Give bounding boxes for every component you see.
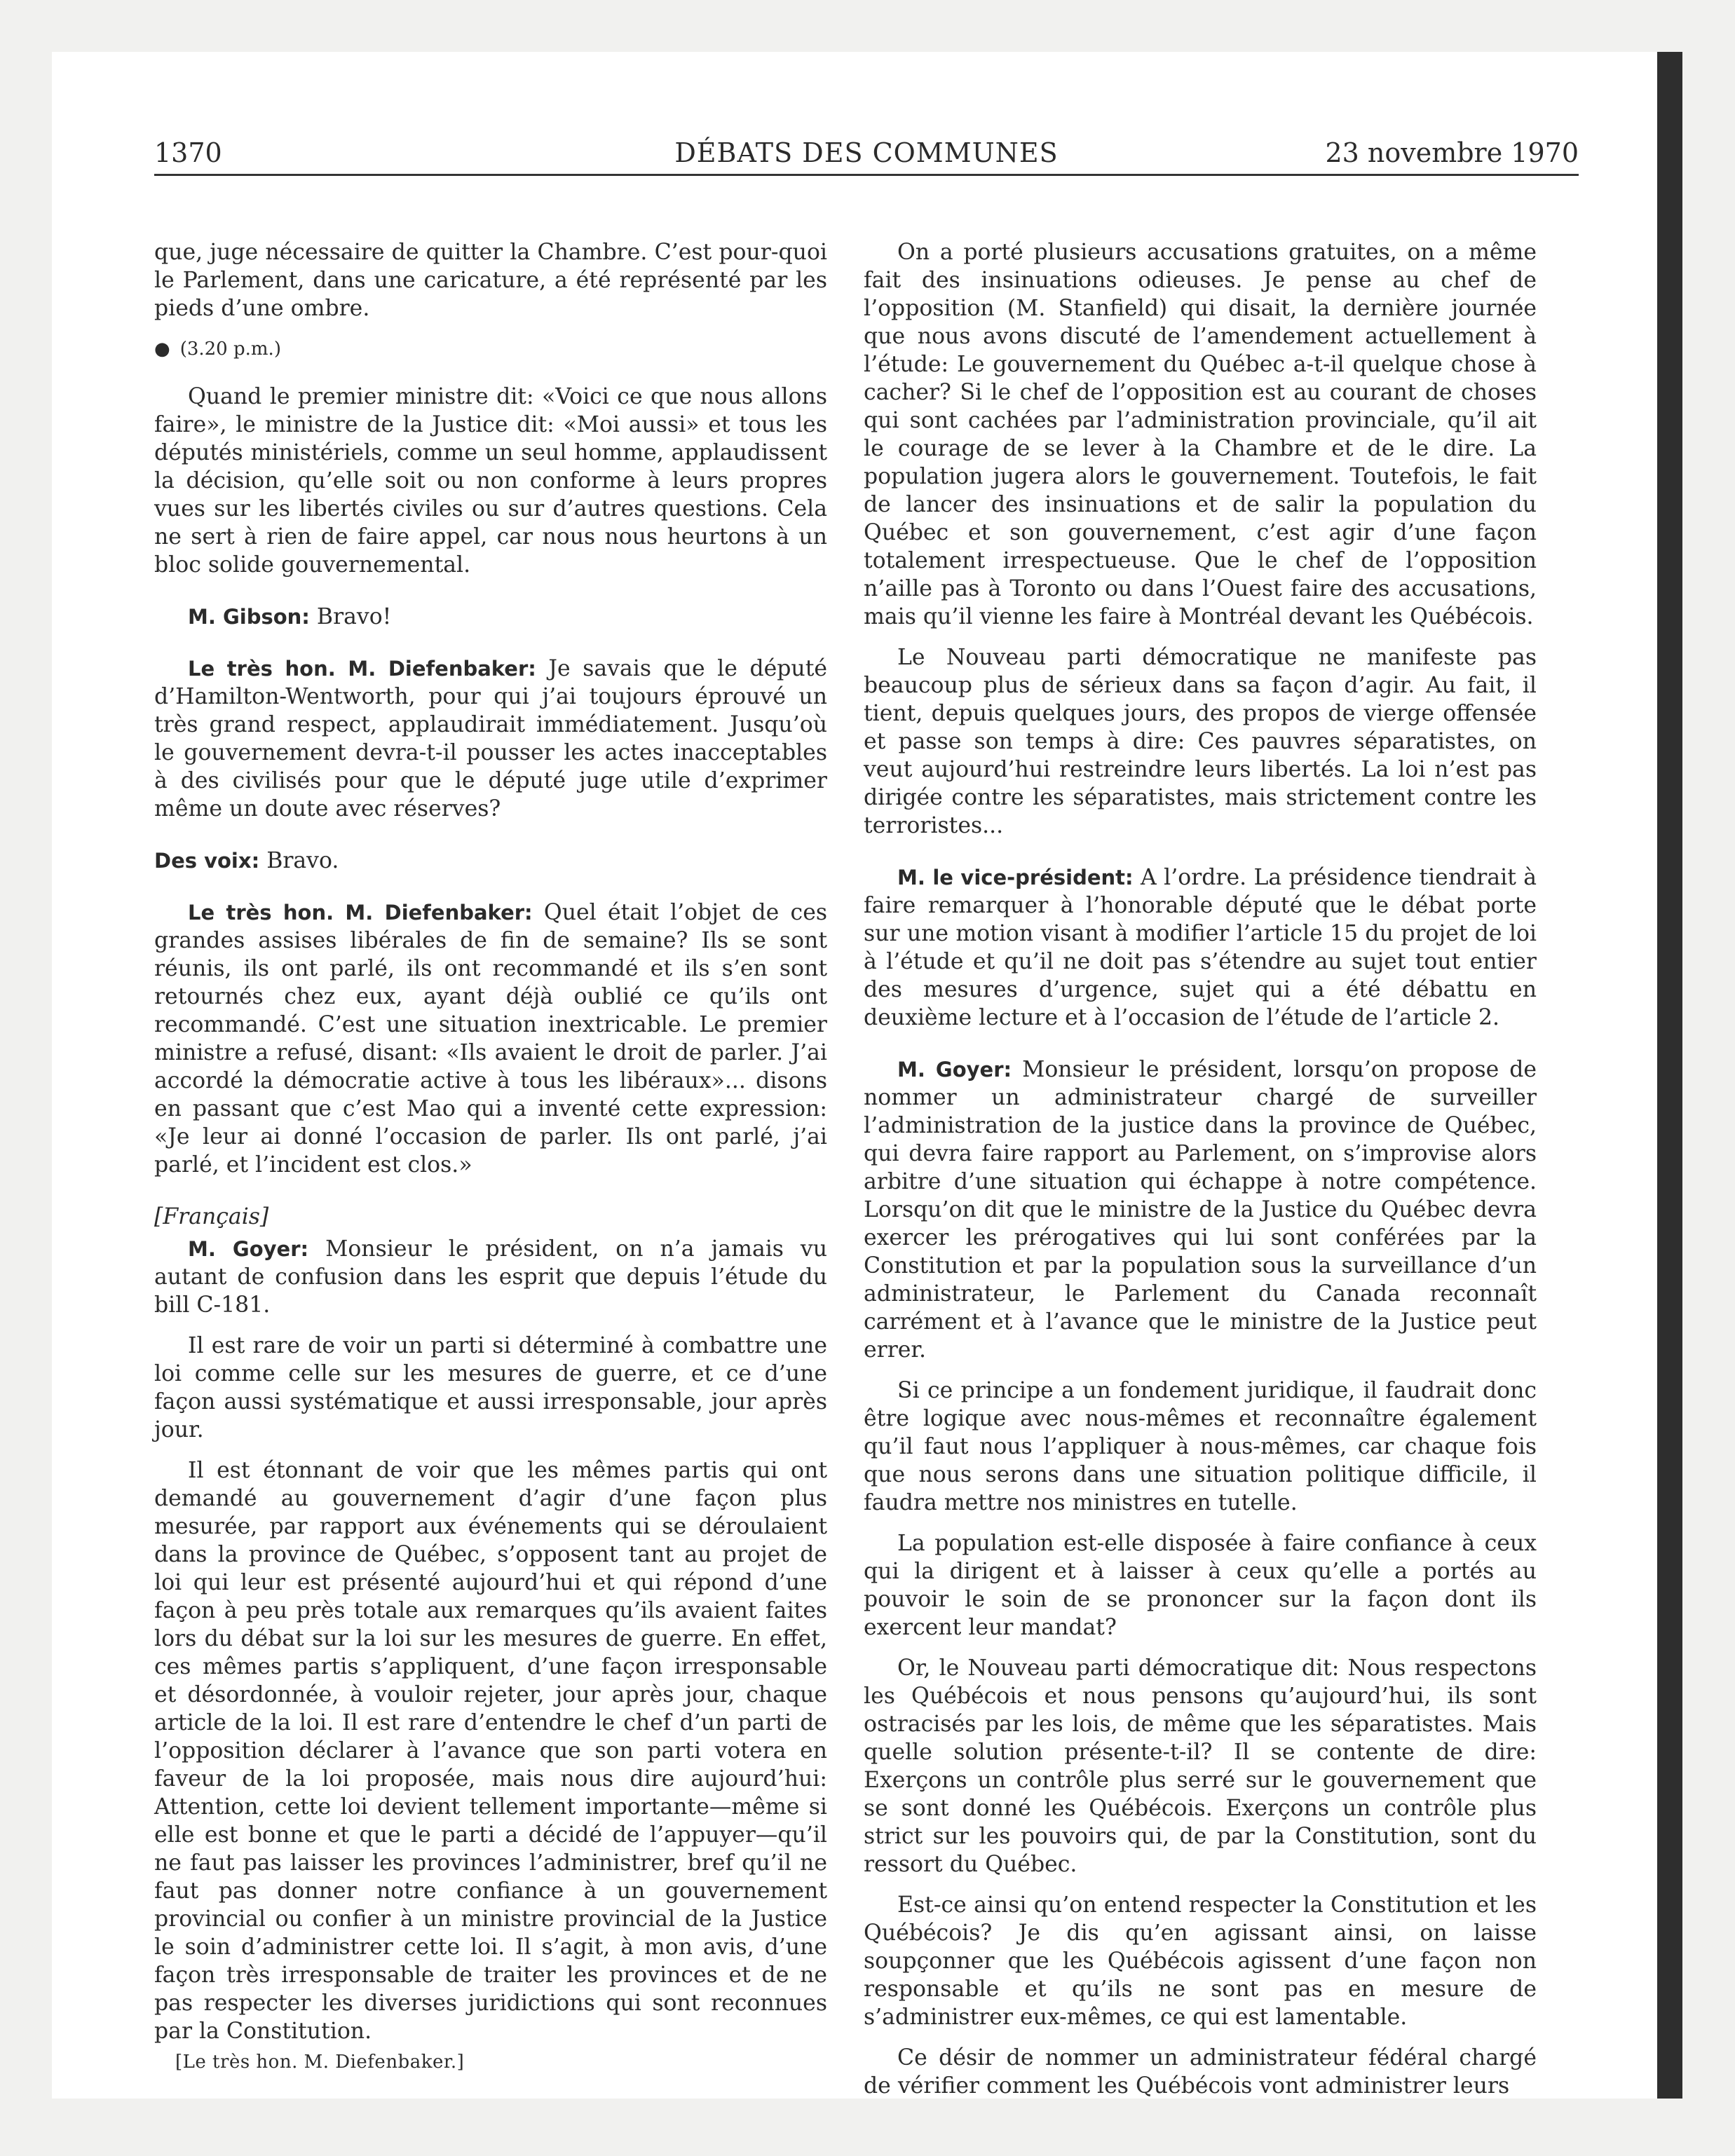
paragraph: Quand le premier ministre dit: «Voici ce que nous allons faire», le ministre de la Justice dit: «Moi aussi» et tous les députés ministériels, comme un seul homme, applaudissent la décision, qu’elle soit ou non conforme à leurs propres vues sur les libertés civiles ou sur d’autres questions. Cela ne sert à rien de faire appel, car nous nous heurtons à un bloc solide gouvernemental. <box>154 384 827 578</box>
speaker-name: Des voix: <box>154 849 260 873</box>
speech-text: Bravo. <box>266 848 339 873</box>
speaker-name: M. Goyer: <box>897 1058 1012 1082</box>
right-column <box>864 238 1537 2100</box>
speech-text: A l’ordre. La présidence tiendrait à faire remarquer à l’honorable député que le débat porte sur une motion visant à modifier l’article 15 du projet de loi à l’étude et qu’il ne doit pas s’étendre au sujet tout entier des mesures d’urgence, sujet qui a été débattu en deuxième lecture et à l’occasion de l’étude de l’article 2. <box>864 865 1537 1030</box>
intervention-gibson <box>154 603 827 631</box>
intervention-diefenbaker <box>154 899 827 1179</box>
intervention-goyer <box>154 1235 827 1319</box>
speech-text: Monsieur le président, on n’a jamais vu autant de confusion dans les esprit que depuis l’étude du bill C-181. <box>154 1236 828 1318</box>
intervention-goyer <box>864 1056 1537 1364</box>
page-header <box>154 137 1579 176</box>
paragraph: Si ce principe a un fondement juridique, il faudrait donc être logique avec nous-mêmes et reconnaître également qu’il faut nous l’appliquer à nous-mêmes, car chaque fois que nous serons dans une situation politique difficile, il faudra mettre nos ministres en tutelle. <box>864 1378 1537 1515</box>
header-date: 23 novembre 1970 <box>1325 137 1579 168</box>
speech-text: Monsieur le président, lorsqu’on propose de nommer un administrateur chargé de surveiller l’administration de la justice dans la province de Québec, qui devra faire rapport au Parlement, on s’improvise alors arbitre d’une situation qui échappe à notre compétence. Lorsqu’on dit que le ministre de la Justice du Québec devra exercer les prérogatives qui lui sont conférées par la Constitution et par la population sous la surveillance d’un administrateur, le Parlement du Canada reconnaît carrément et à l’avance que le ministre de la Justice peut errer. <box>864 1057 1537 1363</box>
time-marker <box>154 335 827 363</box>
speech-text: Je savais que le député d’Hamilton-Wentworth, pour qui j’ai toujours éprouvé un très grand respect, applaudirait immédiatement. Jusqu’où le gouvernement devra-t-il pousser les actes inacceptables à des civilisés pour que le député juge utile d’exprimer même un doute avec réserves? <box>154 656 827 821</box>
paragraph: Est-ce ainsi qu’on entend respecter la Constitution et les Québécois? Je dis qu’en agissant ainsi, on laisse soupçonner que les Québécois agissent d’une façon non responsable et qu’ils ne sont pas en mesure de s’administrer eux-mêmes, ce qui est lamentable. <box>864 1892 1537 2030</box>
paragraph: Le Nouveau parti démocratique ne manifeste pas beaucoup plus de sérieux dans sa façon d’agir. Au fait, il tient, depuis quelques jours, des propos de vierge offensée et passe son temps à dire: Ces pauvres séparatistes, on veut aujourd’hui restreindre leurs libertés. La loi n’est pas dirigée contre les séparatistes, mais strictement contre les terroristes... <box>864 645 1537 838</box>
paragraph: Ce désir de nommer un administrateur fédéral chargé de vérifier comment les Québécois vont administrer leurs <box>864 2045 1537 2099</box>
intervention-vice-president <box>864 864 1537 1032</box>
paragraph: Il est étonnant de voir que les mêmes partis qui ont demandé au gouvernement d’agir d’une façon plus mesurée, par rapport aux événements qui se déroulaient dans la province de Québec, s’opposent tant au projet de loi qui leur est présenté aujourd’hui et qui répond d’une façon à peu près totale aux remarques qu’ils avaient faites lors du débat sur la loi sur les mesures de guerre. En effet, ces mêmes partis s’appliquent, d’une façon irresponsable et désordonnée, à vouloir rejeter, jour après jour, chaque article de la loi. Il est rare d’entendre le chef d’un parti de l’opposition déclarer à l’avance que son parti votera en faveur de la loi proposée, mais nous dire aujourd’hui: Attention, cette loi devient tellement importante—même si elle est bonne et que le parti a décidé de l’appuyer—qu’il ne faut pas laisser les provinces l’administrer, bref qu’il ne faut pas donner notre confiance à un gouvernement provincial ou confier à un ministre provincial de la Justice le soin d’administrer cette loi. Il s’agit, à mon avis, d’une façon très irresponsable de traiter les provinces et de ne pas respecter les diverses juridictions qui sont reconnues par la Constitution. <box>154 1458 827 2044</box>
speaker-name: M. Goyer: <box>188 1237 309 1261</box>
intervention-diefenbaker <box>154 655 827 823</box>
paragraph: que, juge nécessaire de quitter la Chambre. C’est pour-quoi le Parlement, dans une caricature, a été représenté par les pieds d’une ombre. <box>154 240 827 321</box>
running-footer: [Le très hon. M. Diefenbaker.] <box>175 2052 465 2073</box>
paragraph: On a porté plusieurs accusations gratuites, on a même fait des insinuations odieuses. Je pense au chef de l’opposition (M. Stanfield) qui disait, la dernière journée que nous avons discuté de l’amendement actuellement à l’étude: Le gouvernement du Québec a-t-il quelque chose à cacher? Si le chef de l’opposition est au courant de choses qui sont cachées par l’administration provinciale, qu’il ait le courage de se lever à la Chambre et de le dire. La population jugera alors le gouvernement. Toutefois, le fait de lancer des insinuations et de salir la population du Québec et son gouvernement, c’est agir d’une façon totalement irrespectueuse. Que le chef de l’opposition n’aille pas à Toronto ou dans l’Ouest faire des accusations, mais qu’il vienne les faire à Montréal devant les Québécois. <box>864 240 1537 629</box>
page-number: 1370 <box>154 137 222 168</box>
speaker-name: M. Gibson: <box>188 605 310 629</box>
paragraph: La population est-elle disposée à faire confiance à ceux qui la dirigent et à laisser à ceux qu’elle a portés au pouvoir le soin de se prononcer sur la façon dont ils exercent leur mandat? <box>864 1531 1537 1640</box>
intervention-voices <box>154 847 827 875</box>
speaker-name: M. le vice-président: <box>897 866 1134 889</box>
paragraph: Il est rare de voir un parti si déterminé à combattre une loi comme celle sur les mesures de guerre, et ce d’une façon aussi systématique et aussi irresponsable, jour après jour. <box>154 1333 827 1442</box>
bullet-icon: ● <box>154 339 170 360</box>
paragraph: Or, le Nouveau parti démocratique dit: Nous respectons les Québécois et nous pensons qu’aujourd’hui, ils sont ostracisés par les lois, de même que les séparatistes. Mais quelle solution présente-t-il? Il se contente de dire: Exerçons un contrôle plus serré sur le gouvernement que se sont donné les Québécois. Exerçons un contrôle plus strict sur les pouvoirs qui, de par la Constitution, sont du ressort du Québec. <box>864 1656 1537 1877</box>
scan-edge-shadow <box>1657 52 1682 2099</box>
left-column <box>154 238 827 2076</box>
language-rubric: [Français] <box>154 1204 269 1229</box>
speech-text: Bravo! <box>316 604 392 629</box>
time-text: (3.20 p.m.) <box>179 339 281 360</box>
speech-text: Quel était l’objet de ces grandes assises libérales de fin de semaine? Ils se sont réunis, ils ont parlé, ils ont recommandé et ils s’en sont retournés chez eux, ayant déjà oublié ce qu’ils ont recommandé. C’est une situation inextricable. Le premier ministre a refusé, disant: «Ils avaient le droit de parler. J’ai accordé la démocratie active à tous les libéraux»... disons en passant que c’est Mao qui a inventé cette expression: «Je leur ai donné l’occasion de parler. Ils ont parlé, j’ai parlé, et l’incident est clos.» <box>154 900 828 1178</box>
speaker-name: Le très hon. M. Diefenbaker: <box>188 657 536 681</box>
publication-title: DÉBATS DES COMMUNES <box>674 137 1059 168</box>
speaker-name: Le très hon. M. Diefenbaker: <box>188 901 533 925</box>
